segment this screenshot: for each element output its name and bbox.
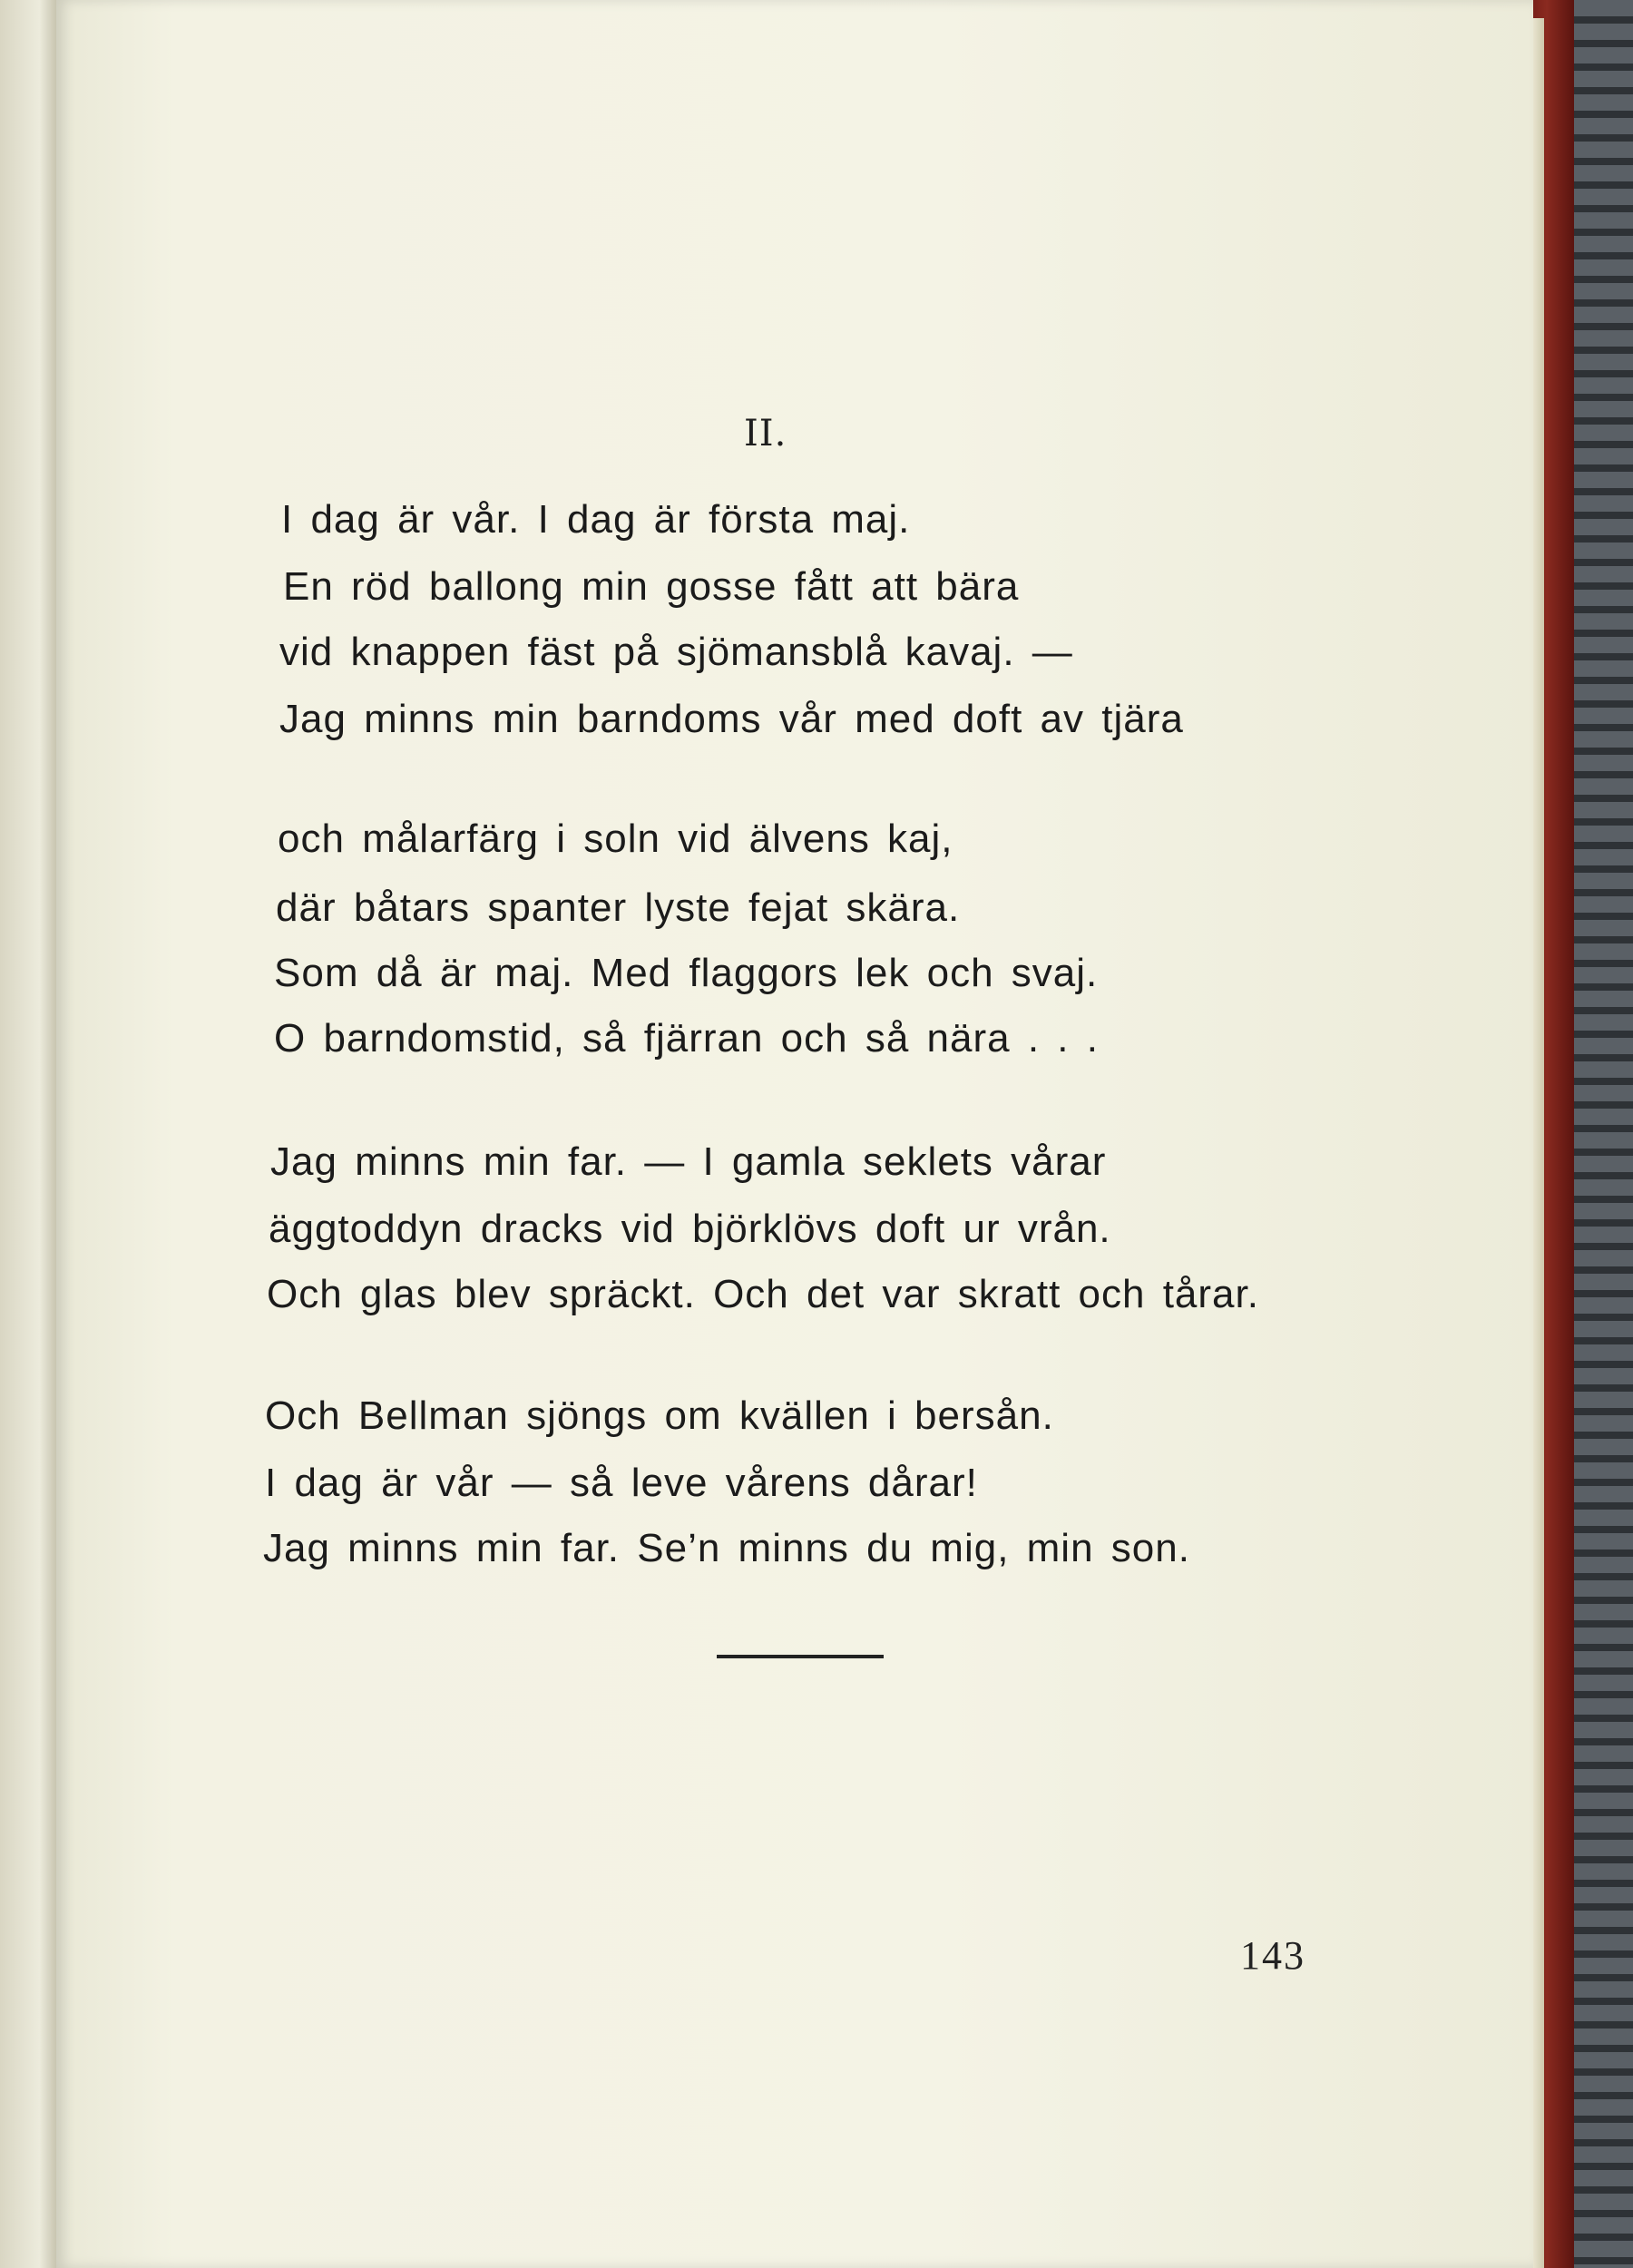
page-block-edge [1533, 18, 1544, 2268]
poem-line: Jag minns min barndoms vår med doft av tjära [279, 697, 1184, 741]
poem-line: Och Bellman sjöngs om kvällen i bersån. [265, 1393, 1054, 1438]
poem-line: där båtars spanter lyste fejat skära. [276, 885, 961, 930]
poem-line: vid knappen fäst på sjömansblå kavaj. — [279, 630, 1073, 674]
poem-line: Jag minns min far. — I gamla seklets vårar [270, 1139, 1107, 1184]
poem-line: O barndomstid, så fjärran och så nära . . . [274, 1016, 1099, 1061]
facing-page-edge [0, 0, 58, 2268]
poem-line: Som då är maj. Med flaggors lek och svaj. [274, 951, 1099, 995]
poem-line: Jag minns min far. Se’n minns du mig, min son. [263, 1526, 1190, 1570]
scanner-background [1569, 0, 1633, 2268]
poem-line: och målarfärg i soln vid älvens kaj, [278, 816, 953, 861]
poem-line: äggtoddyn dracks vid björklövs doft ur vrån. [269, 1207, 1111, 1251]
section-divider [717, 1655, 884, 1658]
poem-line: Och glas blev spräckt. Och det var skratt och tårar. [267, 1272, 1259, 1316]
poem-line: I dag är vår. I dag är första maj. [281, 497, 911, 542]
poem-line: En röd ballong min gosse fått att bära [283, 564, 1020, 609]
section-heading: II. [744, 413, 787, 455]
poem-line: I dag är vår — så leve vårens dårar! [265, 1461, 978, 1505]
book-page [56, 0, 1533, 2268]
page-number: 143 [1240, 1933, 1305, 1978]
